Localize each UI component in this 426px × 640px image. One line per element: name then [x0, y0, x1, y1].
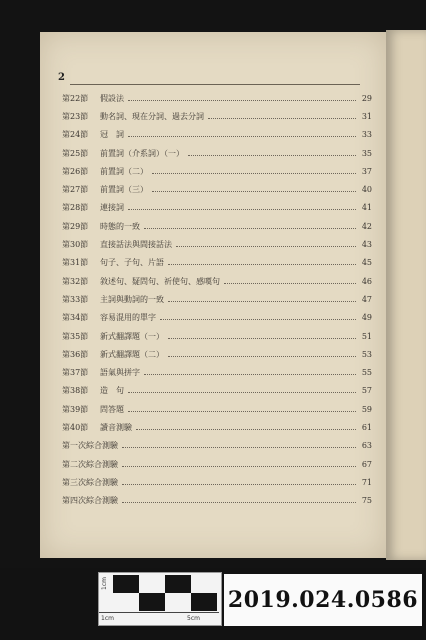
toc-page-number: 42	[361, 221, 372, 231]
toc-title: 新式翻譯題（二）	[100, 349, 164, 359]
toc-row	[62, 309, 372, 327]
toc-title: 語氣與拼字	[100, 368, 140, 378]
toc-title: 動名詞、現在分詞、過去分詞	[100, 111, 204, 121]
checker-square	[113, 575, 139, 593]
toc-page-number: 33	[361, 130, 372, 140]
toc-dot-leader	[136, 429, 356, 430]
header-rule	[70, 84, 360, 85]
toc-dot-leader	[152, 191, 356, 192]
toc-dot-leader	[160, 319, 356, 320]
toc-section-number: 第39節	[62, 404, 89, 414]
toc-title: 時態的一致	[100, 221, 140, 231]
toc-page-number: 46	[361, 276, 372, 286]
toc-page-number: 51	[361, 331, 372, 341]
toc-page-number: 47	[361, 294, 372, 304]
toc-title: 容易混用的單字	[100, 313, 156, 323]
toc-row	[62, 162, 372, 180]
toc-dot-leader	[168, 338, 356, 339]
toc-dot-leader	[128, 136, 356, 137]
toc-section-number: 第31節	[62, 258, 89, 268]
toc-row	[62, 290, 372, 308]
toc-row	[62, 235, 372, 253]
toc-section-number: 第40節	[62, 422, 89, 432]
facing-page-edge	[386, 30, 426, 560]
toc-page-number: 31	[361, 111, 372, 121]
toc-page-number: 45	[361, 258, 372, 268]
toc-section-number: 第27節	[62, 185, 89, 195]
toc-title: 讀音測驗	[100, 422, 132, 432]
toc-dot-leader	[208, 118, 356, 119]
toc-dot-leader	[122, 502, 356, 503]
toc-dot-leader	[122, 466, 356, 467]
toc-row	[62, 180, 372, 198]
toc-section-number: 第36節	[62, 349, 89, 359]
toc-section-number: 第37節	[62, 368, 89, 378]
ruler-tick-5cm: 5cm	[187, 615, 200, 622]
ruler-tick-1cm: 1cm	[101, 615, 114, 622]
toc-dot-leader	[144, 374, 356, 375]
toc-dot-leader	[224, 283, 356, 284]
toc-title: 新式翻譯題（一）	[100, 331, 164, 341]
toc-row	[62, 254, 372, 272]
toc-section-number: 第26節	[62, 166, 89, 176]
toc-section-number: 第25節	[62, 148, 89, 158]
toc-dot-leader	[168, 356, 356, 357]
toc-page-number: 71	[361, 477, 372, 487]
toc-dot-leader	[188, 155, 356, 156]
toc-section-number: 第35節	[62, 331, 89, 341]
toc-row	[62, 217, 372, 235]
toc-section-number: 第32節	[62, 276, 89, 286]
toc-title: 問答題	[100, 404, 124, 414]
toc-row	[62, 455, 372, 473]
toc-row	[62, 345, 372, 363]
toc-page-number: 59	[361, 404, 372, 414]
toc-dot-leader	[128, 209, 356, 210]
toc-section-number: 第38節	[62, 386, 89, 396]
toc-section-number: 第28節	[62, 203, 89, 213]
toc-row	[62, 327, 372, 345]
toc-page-number: 37	[361, 166, 372, 176]
toc-row	[62, 89, 372, 107]
toc-title: 句子、子句、片語	[100, 258, 164, 268]
book-page	[40, 32, 386, 558]
toc-page-number: 61	[361, 422, 372, 432]
toc-title: 前置詞（三）	[100, 185, 148, 195]
checker-square	[165, 575, 191, 593]
toc-title: 假設法	[100, 93, 124, 103]
toc-row	[62, 492, 372, 510]
toc-dot-leader	[168, 301, 356, 302]
toc-section-number: 第30節	[62, 240, 89, 250]
toc-page-number: 35	[361, 148, 372, 158]
toc-section-number: 第29節	[62, 221, 89, 231]
toc-page-number: 57	[361, 386, 372, 396]
toc-page-number: 55	[361, 368, 372, 378]
toc-page-number: 75	[361, 496, 372, 506]
toc-row	[62, 126, 372, 144]
toc-row	[62, 400, 372, 418]
toc-title: 第二次綜合測驗	[62, 459, 118, 469]
toc-row	[62, 363, 372, 381]
toc-row	[62, 473, 372, 491]
toc-title: 連接詞	[100, 203, 124, 213]
toc-title: 第三次綜合測驗	[62, 477, 118, 487]
toc-page-number: 67	[361, 459, 372, 469]
toc-section-number: 第23節	[62, 111, 89, 121]
color-scale-card	[98, 572, 222, 626]
toc-dot-leader	[144, 228, 356, 229]
toc-dot-leader	[168, 264, 356, 265]
toc-section-number: 第24節	[62, 130, 89, 140]
toc-page-number: 40	[361, 185, 372, 195]
toc-section-number: 第22節	[62, 93, 89, 103]
toc-row	[62, 272, 372, 290]
checker-pattern	[113, 575, 217, 611]
page-number: 2	[58, 72, 65, 83]
toc-dot-leader	[128, 100, 356, 101]
toc-title: 冠 詞	[100, 130, 124, 140]
toc-title: 第一次綜合測驗	[62, 441, 118, 451]
toc-dot-leader	[152, 173, 356, 174]
toc-title: 敘述句、疑問句、祈使句、感嘆句	[100, 276, 220, 286]
checker-square	[139, 593, 165, 611]
toc-page-number: 63	[361, 441, 372, 451]
toc-dot-leader	[128, 411, 356, 412]
toc-title: 前置詞（介系詞）（一）	[100, 148, 184, 158]
toc-title: 造 句	[100, 386, 124, 396]
toc-page-number: 41	[361, 203, 372, 213]
toc-dot-leader	[128, 392, 356, 393]
toc-row	[62, 144, 372, 162]
toc-title: 前置詞（二）	[100, 166, 148, 176]
toc-title: 第四次綜合測驗	[62, 496, 118, 506]
toc-title: 主詞與動詞的一致	[100, 294, 164, 304]
toc-row	[62, 107, 372, 125]
accession-number-label: 2019.024.0586	[224, 574, 422, 626]
toc-section-number: 第33節	[62, 294, 89, 304]
cm-ruler	[99, 612, 219, 625]
toc-title: 直接話法與間接話法	[100, 240, 172, 250]
toc-page-number: 43	[361, 240, 372, 250]
toc-row	[62, 418, 372, 436]
toc-dot-leader	[176, 246, 356, 247]
toc-row	[62, 437, 372, 455]
toc-section-number: 第34節	[62, 313, 89, 323]
toc-page-number: 53	[361, 349, 372, 359]
toc-row	[62, 382, 372, 400]
toc-page-number: 49	[361, 313, 372, 323]
table-of-contents	[62, 89, 372, 510]
checker-square	[191, 593, 217, 611]
toc-row	[62, 199, 372, 217]
toc-page-number: 29	[361, 93, 372, 103]
toc-dot-leader	[122, 447, 356, 448]
scale-vertical-label: 1cm	[101, 577, 108, 590]
toc-dot-leader	[122, 484, 356, 485]
